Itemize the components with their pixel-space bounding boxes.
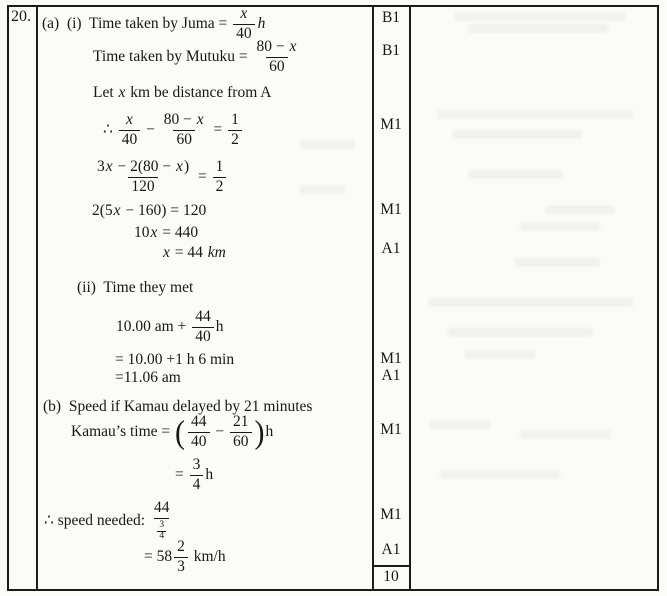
working-line-expand-step — [92, 202, 206, 220]
question-number: 20. — [11, 8, 31, 25]
math-text: ∴ — [103, 121, 117, 139]
math-text: 60 — [176, 130, 192, 148]
math-text: 2 — [177, 538, 185, 555]
working-line-part-ii-heading — [77, 279, 193, 297]
fraction — [151, 500, 173, 543]
working-line-speed-answer — [144, 539, 226, 575]
ghost-text-smudge — [465, 350, 535, 359]
math-text: (b) Speed if Kamau delayed by 21 minutes — [43, 398, 313, 415]
math-text: 10 — [134, 224, 150, 241]
math-text: 3 — [177, 557, 185, 575]
fraction — [94, 159, 192, 195]
math-text: h — [265, 423, 274, 441]
math-variable: km — [207, 244, 226, 261]
open-paren: ( — [175, 414, 186, 451]
math-variable: x — [105, 158, 113, 175]
fraction — [174, 539, 188, 575]
math-text: ∴ speed needed: — [44, 512, 149, 530]
fraction — [190, 457, 204, 493]
fraction — [228, 112, 242, 148]
math-text: 40 — [121, 130, 138, 148]
ghost-text-smudge — [300, 185, 345, 194]
ghost-text-smudge — [300, 140, 355, 149]
working-line-solve-10x — [134, 224, 198, 242]
mark-cell-speed-answer: A1 — [381, 541, 401, 558]
math-variable: x — [289, 38, 297, 55]
question-column-divider — [36, 5, 38, 591]
working-line-equation-setup — [103, 112, 244, 148]
math-variable: x — [196, 111, 204, 128]
mark-cell-juma-time: B1 — [381, 9, 401, 26]
math-text: = — [194, 168, 211, 186]
math-variable: x — [126, 111, 133, 128]
marks-column-left-divider — [372, 5, 374, 591]
ghost-text-smudge — [428, 298, 633, 307]
working-line-time-working — [115, 351, 234, 369]
working-line-time-answer — [115, 369, 181, 387]
working-line-three-quarters — [175, 457, 213, 493]
math-text: =11.06 am — [115, 369, 181, 386]
math-text: Kamau’s time = — [71, 423, 175, 441]
fraction — [233, 6, 255, 42]
math-text: 1 — [231, 111, 239, 128]
mark-cell-expand-step: M1 — [380, 201, 402, 218]
math-text: 44 — [195, 308, 211, 325]
ghost-text-smudge — [455, 12, 625, 21]
mark-cell-speed-needed: M1 — [380, 506, 402, 523]
math-text: 1 — [215, 158, 224, 175]
working-line-let-distance — [93, 84, 272, 102]
mark-cell-kamau-time: M1 — [380, 421, 402, 438]
math-text: km be distance from A — [126, 84, 272, 101]
fraction — [119, 112, 141, 148]
math-text: Let — [93, 84, 118, 101]
math-text: 10.00 am + — [116, 318, 191, 336]
math-text: − 2(80 − — [113, 158, 176, 175]
working-line-speed-needed — [44, 500, 174, 543]
math-text: 21 — [233, 413, 249, 430]
close-paren: ) — [254, 414, 265, 451]
mark-cell-time-working: M1 — [380, 350, 402, 367]
math-text: = 10.00 +1 h 6 min — [115, 351, 235, 368]
ghost-text-smudge — [448, 328, 593, 337]
ghost-text-smudge — [515, 258, 600, 267]
math-text: Time taken by Mutuku = — [93, 48, 252, 66]
math-text: 80 − — [256, 38, 289, 55]
math-text: (ii) Time they met — [77, 279, 194, 296]
math-text: h — [205, 466, 214, 484]
math-text: 3 — [97, 158, 105, 175]
math-variable: x — [113, 202, 121, 219]
math-text: 40 — [195, 327, 211, 345]
math-text: − — [211, 423, 229, 441]
math-text: = 58 — [144, 548, 173, 566]
mark-cell-x-answer: A1 — [381, 240, 401, 257]
marks-column-right-divider — [409, 5, 411, 591]
math-text: 44 — [191, 413, 207, 430]
working-line-juma-time — [42, 6, 266, 42]
working-line-mutuku-time — [93, 39, 302, 75]
math-text: 40 — [191, 432, 207, 450]
math-text: = — [209, 121, 227, 139]
ghost-text-smudge — [520, 430, 610, 439]
math-text: 44 — [153, 499, 170, 516]
math-text: 60 — [269, 57, 285, 75]
math-variable: x — [150, 224, 158, 241]
total-marks-divider — [372, 565, 411, 567]
fraction — [161, 112, 208, 148]
math-variable: x — [240, 5, 248, 22]
math-text: ) — [183, 158, 190, 175]
math-text: (a) (i) Time taken by Juma = — [42, 15, 232, 33]
math-text: 4 — [192, 475, 201, 493]
ghost-text-smudge — [438, 110, 633, 119]
ghost-text-smudge — [430, 420, 490, 429]
math-text: = 44 — [170, 244, 207, 261]
working-line-kamau-time — [71, 414, 273, 450]
math-text: = 440 — [158, 224, 199, 241]
small-fraction: $\frac{3}{4}$ — [159, 519, 165, 541]
math-variable: x — [118, 84, 126, 101]
working-line-time-sum — [116, 309, 223, 345]
math-text: 2 — [231, 130, 239, 148]
math-text: 60 — [233, 432, 249, 450]
mark-cell-time-answer: A1 — [381, 367, 401, 384]
ghost-text-smudge — [452, 130, 582, 139]
fraction — [192, 309, 214, 345]
fraction — [213, 159, 227, 195]
math-text: km/h — [189, 548, 226, 566]
ghost-text-smudge — [545, 205, 615, 214]
math-variable: x — [176, 158, 183, 175]
math-text: − — [142, 121, 159, 139]
ghost-text-smudge — [440, 470, 560, 479]
ghost-text-smudge — [520, 222, 600, 231]
math-text: 2 — [215, 177, 224, 195]
math-text: 40 — [236, 24, 252, 42]
ghost-text-smudge — [468, 24, 608, 33]
fraction — [230, 414, 252, 450]
math-variable: x — [163, 244, 170, 261]
math-text: 2(5 — [92, 202, 113, 219]
math-variable: h — [257, 15, 266, 33]
fraction — [253, 39, 300, 75]
fraction — [188, 414, 210, 450]
total-marks-cell: 10 — [383, 568, 399, 585]
mark-cell-mutuku-time: B1 — [381, 42, 401, 59]
math-text: = — [175, 466, 188, 484]
math-text: 120 — [131, 177, 155, 195]
math-text: 80 − — [163, 111, 196, 128]
math-text: h — [215, 318, 224, 336]
mark-cell-equation-setup: M1 — [380, 116, 402, 133]
working-line-combined-fraction — [92, 159, 228, 195]
ghost-text-smudge — [468, 170, 563, 179]
working-line-x-answer — [162, 244, 227, 262]
math-text: − 160) = 120 — [121, 202, 207, 219]
math-text: 3 — [192, 456, 201, 473]
